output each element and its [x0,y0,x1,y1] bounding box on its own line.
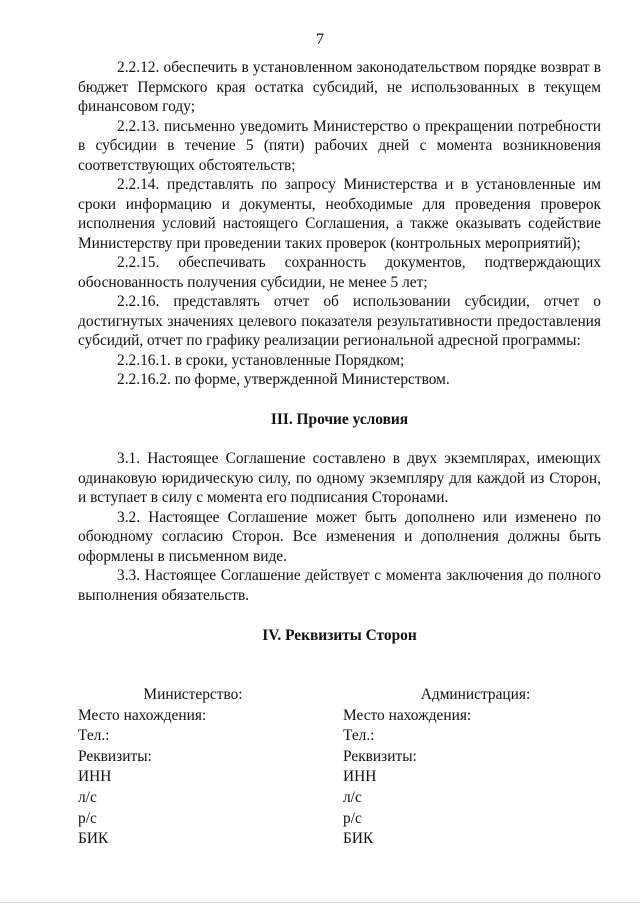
administration-phone-label: Тел.: [343,727,375,745]
ministry-phone-label: Тел.: [78,727,110,745]
paragraph-2-2-16: 2.2.16. представлять отчет об использовании субсидии, отчет о достигнутых значениях целевого показателя результативности предоставления субсидий, отчет по графику реализации региональной адресной программы: [78,293,601,349]
administration-requisites [343,685,608,850]
administration-bik-label: БИК [343,830,374,848]
ministry-personal-account-label: л/с [78,788,97,806]
paragraph-2-2-16-2: 2.2.16.2. по форме, утвержденной Министерством. [117,371,450,388]
scan-bottom-edge [0,902,640,903]
ministry-details-label: Реквизиты: [78,747,152,765]
paragraph-2-2-16-1: 2.2.16.1. в сроки, установленные Порядком; [117,351,405,369]
ministry-settlement-account-label: р/с [78,809,97,827]
page-number: 7 [316,31,324,48]
document-body [78,58,601,667]
administration-settlement-account-label: р/с [343,809,362,827]
administration-details-label: Реквизиты: [343,747,417,765]
section-4-title: IV. Реквизиты Сторон [262,627,417,644]
ministry-heading: Министерство: [143,686,243,703]
paragraph-3-2: 3.2. Настоящее Соглашение может быть дополнено или изменено по обоюдному согласию Сторон. Все изменения и дополнения должны быть оформлены в письменном виде. [78,508,601,565]
ministry-requisites [78,685,338,850]
ministry-bik-label: БИК [78,830,109,848]
ministry-address-label: Место нахождения: [78,706,207,724]
paragraph-3-1: 3.1. Настоящее Соглашение составлено в двух экземплярах, имеющих одинаковую юридическую силу, по одному экземпляру для каждой из Сторон, и вступает в силу с момента его подписания Сторонами. [78,450,601,506]
administration-inn-label: ИНН [343,768,377,786]
paragraph-3-3: 3.3. Настоящее Соглашение действует с момента заключения до полного выполнения обязательств. [78,567,601,604]
paragraph-2-2-15: 2.2.15. обеспечивать сохранность документов, подтверждающих обоснованность получения субсидии, не менее 5 лет; [78,254,601,291]
administration-personal-account-label: л/с [343,788,362,806]
paragraph-2-2-13: 2.2.13. письменно уведомить Министерство о прекращении потребности в субсидии в течение 5 (пяти) рабочих дней с момента возникновения соответствующих обстоятельств; [78,117,601,174]
paragraph-2-2-14: 2.2.14. представлять по запросу Министерства и в установленные им сроки информацию и документы, необходимые для проведения проверок исполнения условий настоящего Соглашения, а также оказывать содействие Министерству при проведении таких проверок (контрольных мероприятий); [78,176,601,252]
section-3-title: III. Прочие условия [270,410,409,428]
administration-address-label: Место нахождения: [343,706,472,724]
paragraph-2-2-12: 2.2.12. обеспечить в установленном законодательством порядке возврат в бюджет Пермского края остатка субсидий, не использованных в текущем финансовом году; [78,59,601,115]
administration-heading: Администрация: [420,686,531,703]
ministry-inn-label: ИНН [78,768,112,786]
